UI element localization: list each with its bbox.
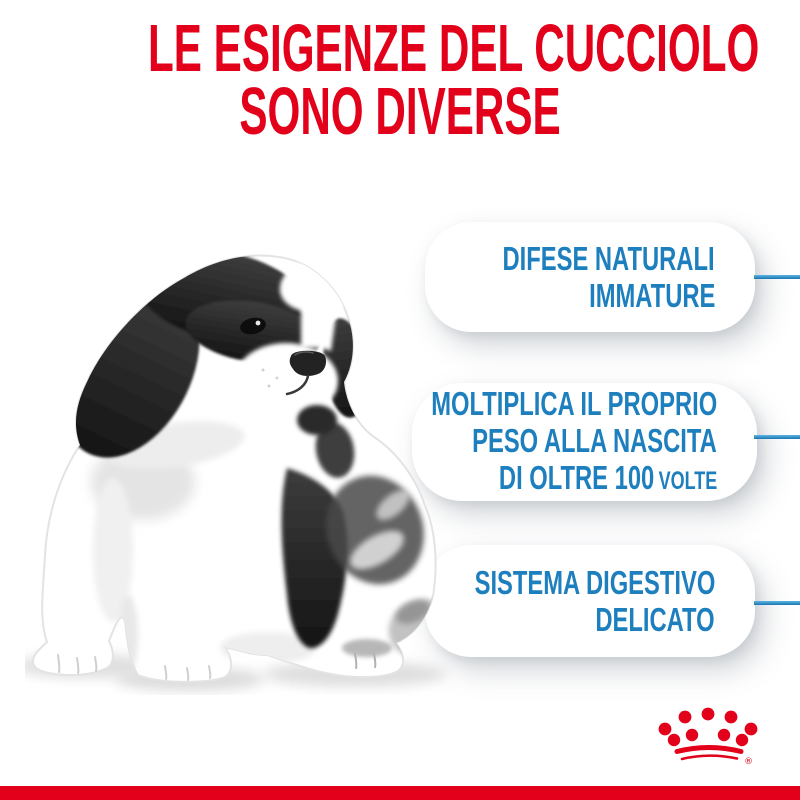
benefit-text: DI OLTRE 100 VOLTE [498,458,717,496]
connector-line-2 [754,435,800,439]
title-line-2: SONO DIVERSE [239,74,561,149]
benefit-card-immune [425,222,755,332]
benefit-card-growth [412,383,757,501]
benefit-text-small: VOLTE [658,466,717,495]
benefit-text: SISTEMA DIGESTIVO [474,564,715,601]
puppy-photo [25,250,460,695]
chin-patch [297,405,337,435]
connector-line-1 [754,275,800,279]
benefit-card-digestion [425,545,755,657]
benefit-text: PESO ALLA NASCITA [472,421,717,459]
royal-canin-crown-logo [654,702,760,770]
benefit-text: DELICATO [595,601,715,638]
benefit-text: IMMATURE [588,277,715,314]
brand-red-bar [0,786,800,800]
benefit-text: MOLTIPLICA IL PROPRIO [430,384,717,422]
connector-line-3 [754,601,800,605]
page-title [0,11,800,149]
registered-mark: ® [744,757,753,767]
title-line-1: LE ESIGENZE DEL CUCCIOLO [148,11,760,86]
benefit-text: DIFESE NATURALI [502,240,715,277]
